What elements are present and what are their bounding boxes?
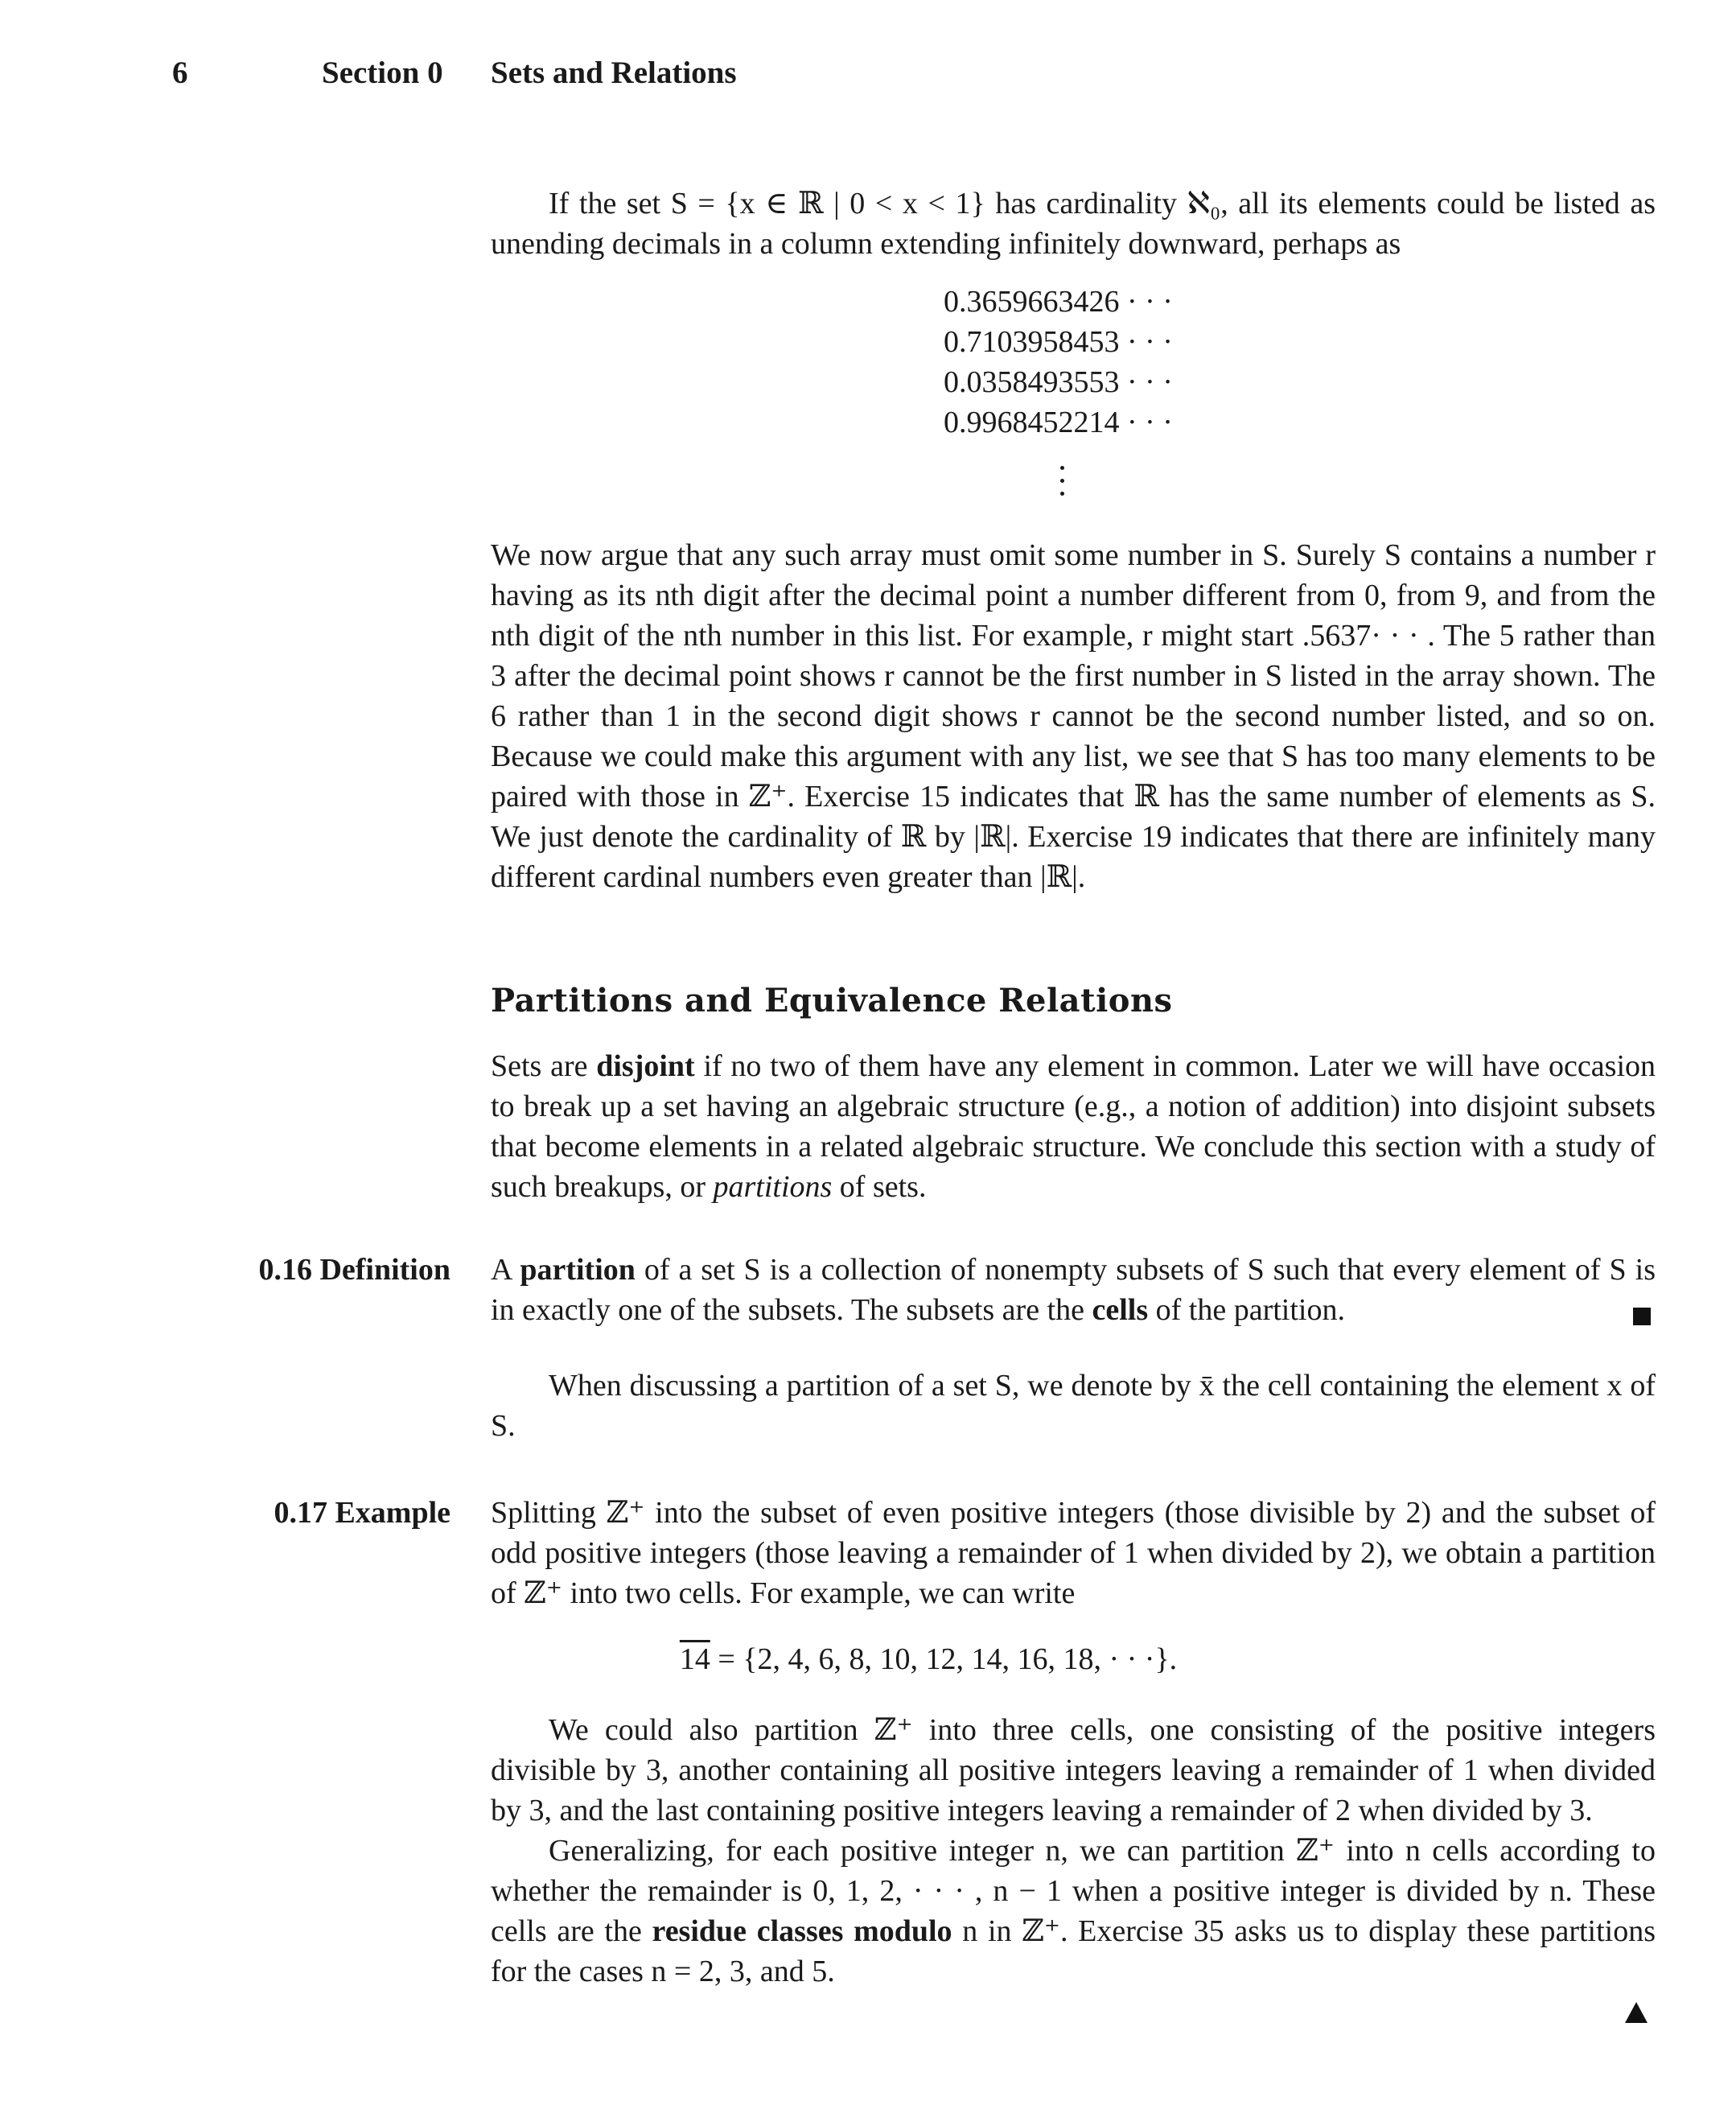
section-label: Section 0 bbox=[322, 56, 443, 90]
term-residue-classes: residue classes modulo bbox=[652, 1914, 952, 1948]
generalizing-paragraph: Generalizing, for each positive integer n, we can partition ℤ⁺ into n cells according to whether the remainder is 0, 1, 2, · · · , n − 1 when a positive integer is divided by n. These cells are the residue classes modulo n in ℤ⁺. Exercise 35 asks us to display these partitions for the cases n = 2, 3, and 5. bbox=[491, 1834, 1656, 1988]
section-heading: Partitions and Equivalence Relations bbox=[491, 982, 1173, 1020]
decimal-row: 0.3659663426 · · · bbox=[944, 285, 1173, 319]
three-cells-paragraph: We could also partition ℤ⁺ into three cells, one consisting of the positive integers divisible by 3, another containing all positive integers leaving a remainder of 1 when divided by 3, and the last containing positive integers leaving a remainder of 2 when divided by 3. bbox=[491, 1713, 1656, 1827]
argument-paragraph: We now argue that any such array must omit some number in S. Surely S contains a number r having as its nth digit after the decimal point a number different from 0, from 9, and from the nth digit of the nth number in this list. For example, r might start .5637· · · . The 5 rather than 3 after the decimal point shows r cannot be the first number in S listed in the array shown. The 6 rather than 1 in the second digit shows r cannot be the second number listed, and so on. Because we could make this argument with any list, we see that S has too many elements to be paired with those in ℤ⁺. Exercise 15 indicates that ℝ has the same number of elements as S. We just denote the cardinality of ℝ by |ℝ|. Exercise 19 indicates that there are infinitely many different cardinal numbers even greater than |ℝ|. bbox=[491, 538, 1656, 894]
page-number: 6 bbox=[172, 56, 188, 90]
equation-lhs: 14 bbox=[679, 1642, 710, 1676]
definition-label: 0.16 Definition bbox=[258, 1253, 450, 1287]
term-disjoint: disjoint bbox=[596, 1049, 695, 1083]
decimal-list bbox=[944, 282, 1173, 443]
equation-rhs: = {2, 4, 6, 8, 10, 12, 14, 16, 18, · · ·}. bbox=[710, 1642, 1178, 1676]
example-label: 0.17 Example bbox=[274, 1496, 450, 1530]
decimal-row: 0.7103958453 · · · bbox=[944, 325, 1173, 359]
decimal-row: 0.9968452214 · · · bbox=[944, 406, 1173, 439]
notation-block bbox=[491, 1366, 1656, 1446]
argument-block bbox=[491, 535, 1656, 897]
term-partitions: partitions bbox=[713, 1170, 833, 1204]
disjoint-paragraph: Sets are disjoint if no two of them have any element in common. Later we will have occasion to break up a set having an algebraic structure (e.g., a notion of addition) into disjoint subsets that become elements in a related algebraic structure. We conclude this section with a study of such breakups, or partitions of sets. bbox=[491, 1049, 1656, 1204]
term-cells: cells bbox=[1092, 1293, 1149, 1327]
disjoint-block bbox=[491, 1046, 1656, 1207]
display-equation bbox=[0, 1639, 1736, 1679]
notation-paragraph: When discussing a partition of a set S, we denote by x̄ the cell containing the element x of S. bbox=[491, 1369, 1656, 1443]
term-partition: partition bbox=[520, 1253, 636, 1287]
vertical-ellipsis bbox=[1060, 463, 1065, 503]
example-text: Splitting ℤ⁺ into the subset of even positive integers (those divisible by 2) and the subset of odd positive integers (those leaving a remainder of 1 when divided by 2), we obtain a partition of ℤ⁺ into two cells. For example, we can write bbox=[491, 1496, 1656, 1610]
example-continuation bbox=[491, 1710, 1656, 1992]
definition-block bbox=[491, 1250, 1656, 1330]
example-block bbox=[491, 1493, 1656, 1613]
intro-block bbox=[491, 183, 1656, 264]
definition-text: A partition of a set S is a collection of nonempty subsets of S such that every element of S is in exactly one of the subsets. The subsets are the cells of the partition. bbox=[491, 1253, 1656, 1327]
intro-paragraph: If the set S = {x ∈ ℝ | 0 < x < 1} has cardinality ℵ₀, all its elements could be listed as unending decimals in a column extending infinitely downward, perhaps as bbox=[491, 187, 1656, 261]
decimal-row: 0.0358493553 · · · bbox=[944, 365, 1173, 399]
end-of-definition-mark bbox=[1633, 1308, 1651, 1325]
end-of-example-mark bbox=[1625, 2002, 1648, 2023]
running-header bbox=[0, 55, 1736, 103]
section-title: Sets and Relations bbox=[491, 56, 737, 90]
